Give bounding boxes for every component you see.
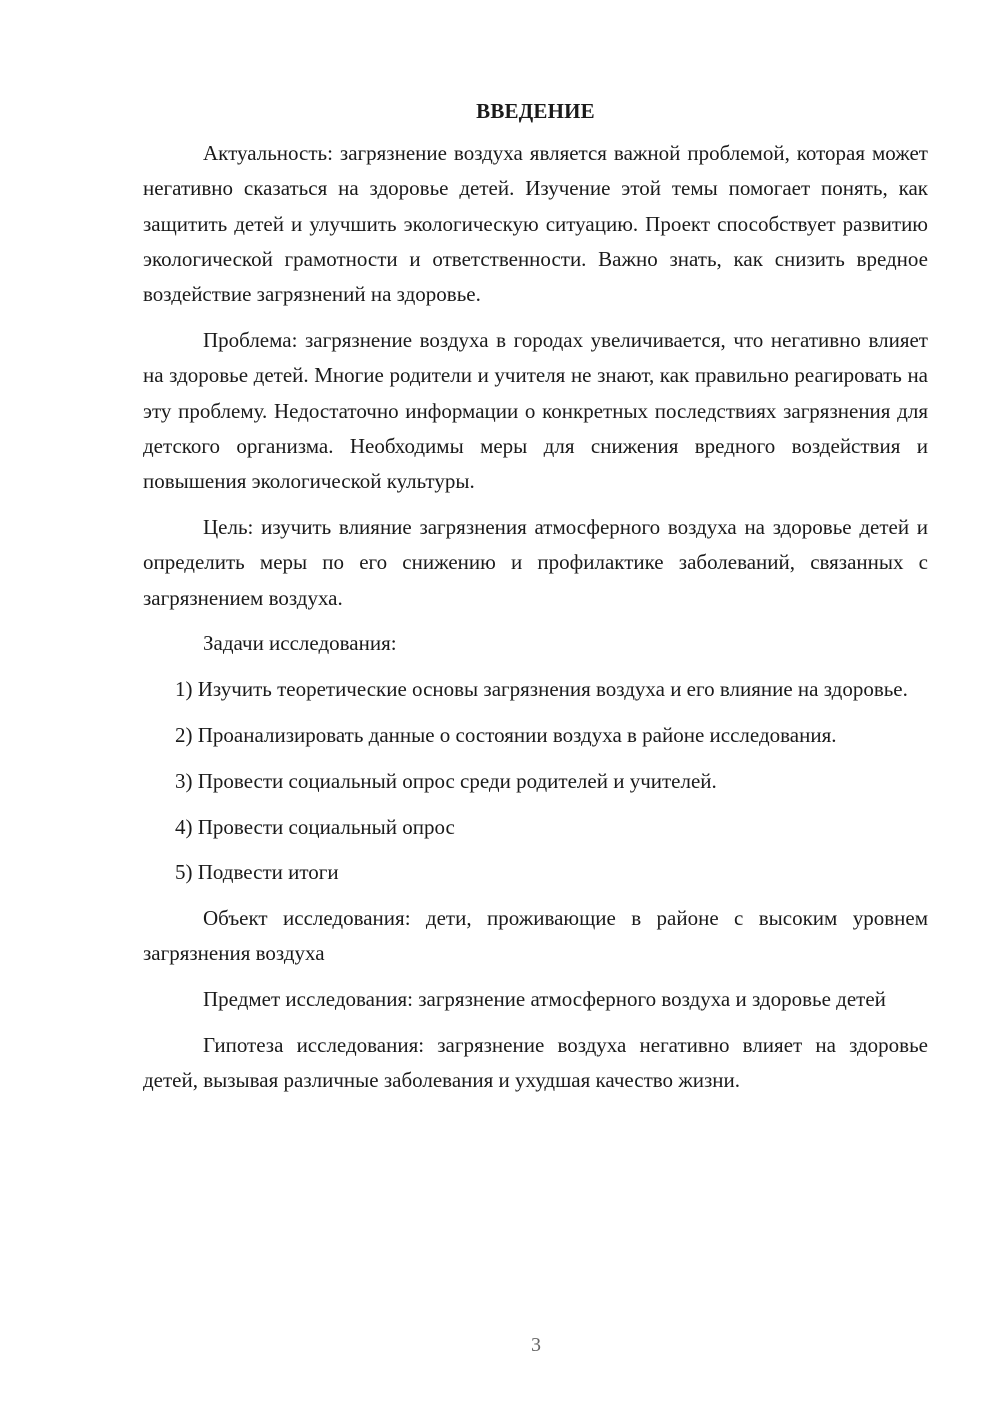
hypothesis-paragraph: Гипотеза исследования: загрязнение воздуха негативно влияет на здоровье детей, вызывая различные заболевания и ухудшая качество жизни. (143, 1033, 928, 1093)
goal-paragraph: Цель: изучить влияние загрязнения атмосферного воздуха на здоровье детей и определить меры по его снижению и профилактике заболеваний, связанных с загрязнением воздуха. (143, 514, 928, 610)
task-item-3: 3) Провести социальный опрос среди родителей и учителей. (175, 768, 717, 793)
problem-paragraph: Проблема: загрязнение воздуха в городах увеличивается, что негативно влияет на здоровье детей. Многие родители и учителя не знают, как правильно реагировать на эту проблему. Недостаточно информации о конкретных последствиях загрязнения для детского организма. Необходимы меры для снижения вредного воздействия и повышения экологической культуры. (143, 327, 928, 494)
task-item-5: 5) Подвести итоги (175, 860, 339, 885)
task-item-1: 1) Изучить теоретические основы загрязнения воздуха и его влияние на здоровье. (175, 677, 908, 702)
object-paragraph: Объект исследования: дети, проживающие в районе с высоким уровнем загрязнения воздуха (143, 906, 928, 966)
document-page (143, 95, 928, 1109)
page-number: 3 (531, 1334, 541, 1356)
task-item-4: 4) Провести социальный опрос (175, 814, 455, 839)
task-item-2: 2) Проанализировать данные о состоянии воздуха в районе исследования. (175, 722, 837, 747)
relevance-paragraph: Актуальность: загрязнение воздуха является важной проблемой, которая может негативно сказаться на здоровье детей. Изучение этой темы помогает понять, как защитить детей и улучшить экологическую ситуацию. Проект способствует развитию экологической грамотности и ответственности. Важно знать, как снизить вредное воздействие загрязнений на здоровье. (143, 141, 928, 307)
section-title: ВВЕДЕНИЕ (476, 99, 595, 123)
subject-paragraph: Предмет исследования: загрязнение атмосферного воздуха и здоровье детей (203, 987, 886, 1012)
tasks-heading: Задачи исследования: (203, 631, 397, 656)
